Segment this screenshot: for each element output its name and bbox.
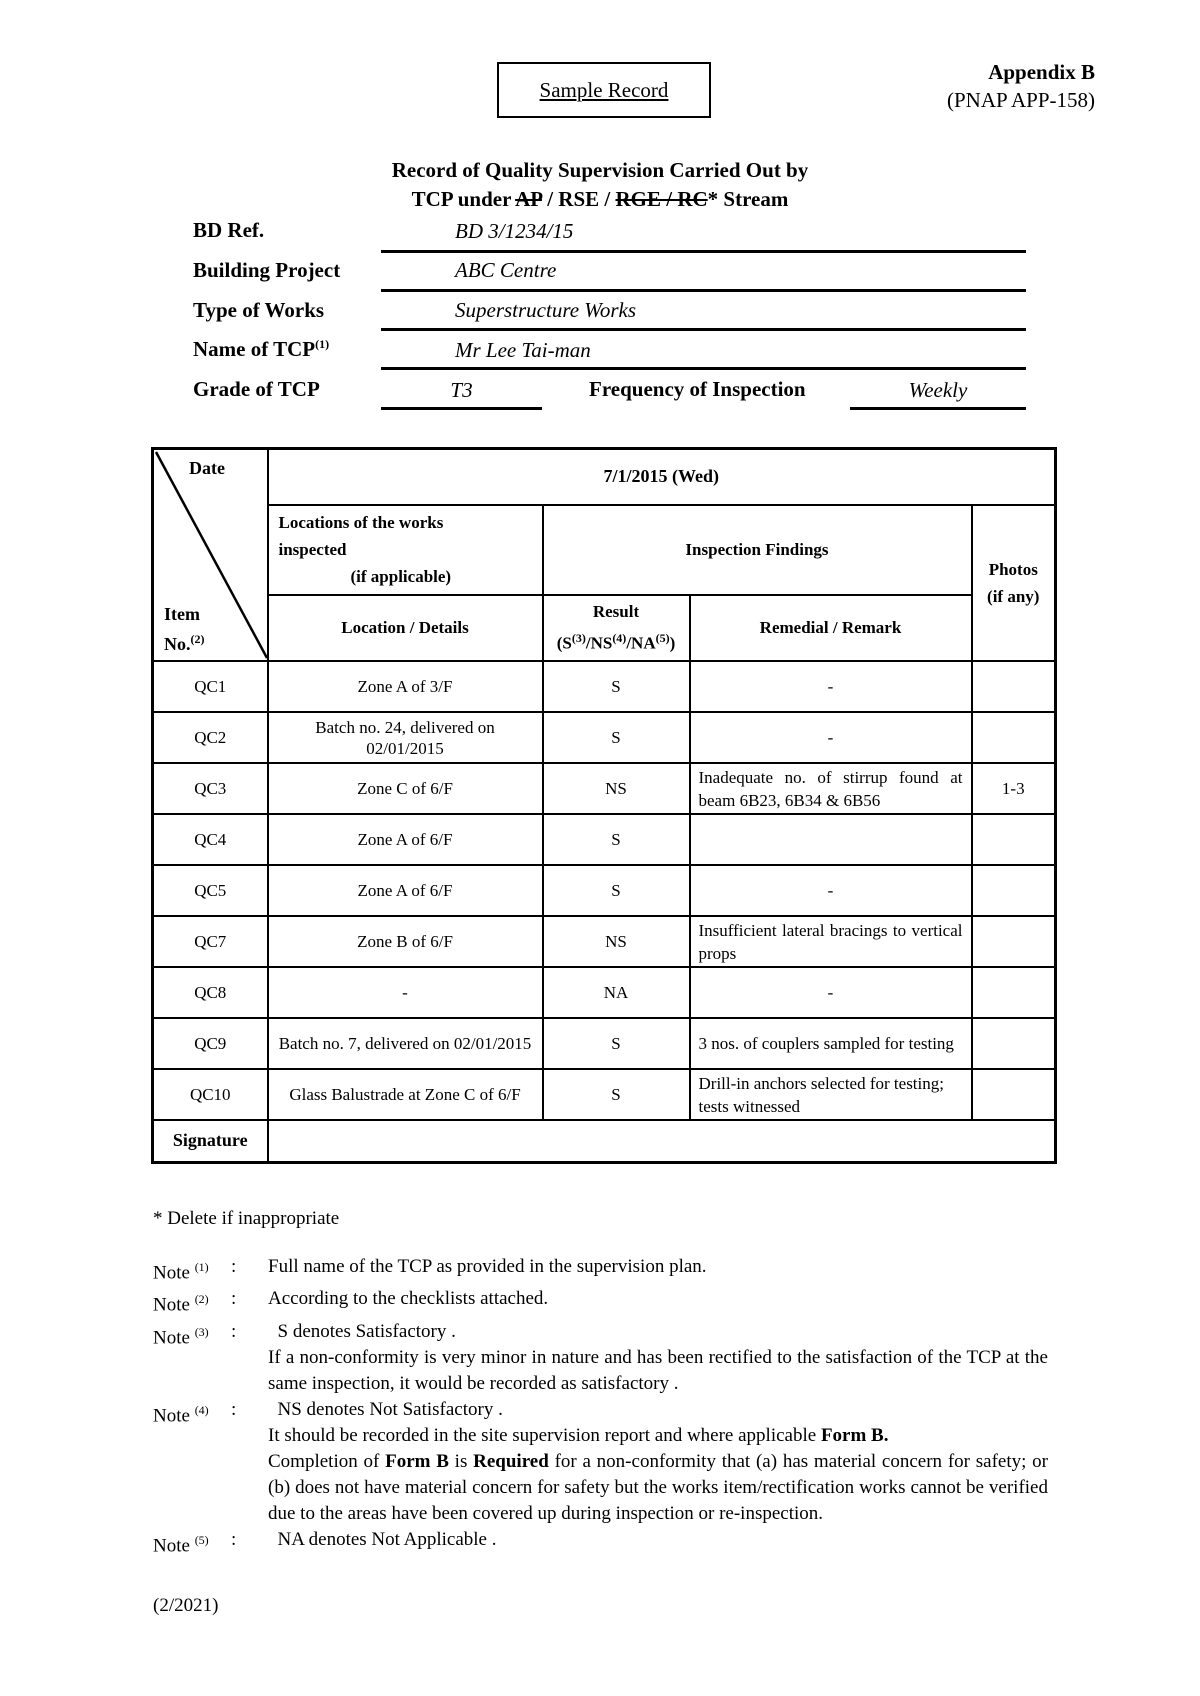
bd-ref-value: BD 3/1234/15 <box>455 219 574 243</box>
locations-header-1: Locations of the works <box>278 513 444 533</box>
note-1 <box>153 1254 1048 1286</box>
result-cell: S <box>543 865 690 916</box>
frequency-label: Frequency of Inspection <box>589 377 806 401</box>
note-4-sup: (4) <box>194 1402 209 1417</box>
note-4-colon: : <box>231 1398 237 1420</box>
item-cell: QC8 <box>153 967 268 1018</box>
tcp-name-underline <box>381 367 1026 370</box>
remark-cell: - <box>690 661 972 712</box>
location-cell: Batch no. 24, delivered on 02/01/2015 <box>268 712 543 763</box>
note-4-line-3 <box>268 1449 1048 1527</box>
frequency-value: Weekly <box>908 378 968 402</box>
note-4-required: Required <box>473 1450 549 1472</box>
appendix-title: Appendix B <box>988 60 1095 84</box>
result-header-title: Result <box>592 602 640 622</box>
table-row <box>153 712 1056 763</box>
note-1-text: Full name of the TCP as provided in the supervision plan. <box>268 1256 707 1277</box>
note-4 <box>153 1397 1048 1527</box>
result-cell: NS <box>543 916 690 967</box>
location-cell: Glass Balustrade at Zone C of 6/F <box>268 1069 543 1120</box>
result-cell: S <box>543 1018 690 1069</box>
note-4-form-b: Form B. <box>820 1424 889 1446</box>
result-cell: S <box>543 712 690 763</box>
photos-cell <box>972 814 1056 865</box>
title-line-1: Record of Quality Supervision Carried Out by <box>391 158 809 182</box>
note-4-form-b-2: Form B <box>385 1450 449 1472</box>
title-line-2 <box>0 185 1200 214</box>
item-cell: QC7 <box>153 916 268 967</box>
note-2-text: According to the checklists attached. <box>268 1288 549 1310</box>
note-1-word: Note <box>153 1262 190 1284</box>
result-cell: S <box>543 661 690 712</box>
item-no-label <box>164 602 205 657</box>
note-3-line-2: If a non-conformity is very minor in nature and has been rectified to the satisfaction of the TCP at the same inspection, it would be recorded as satisfactory . <box>268 1346 1048 1394</box>
tcp-name-label-text: Name of TCP <box>193 337 316 361</box>
tcp-name-value: Mr Lee Tai-man <box>455 338 591 362</box>
note-2-colon: : <box>231 1288 237 1310</box>
photos-header <box>972 505 1056 662</box>
photos-cell <box>972 1018 1056 1069</box>
result-cell: S <box>543 814 690 865</box>
note-5-word: Note <box>153 1534 190 1556</box>
note-4-line-3c: is <box>448 1450 474 1472</box>
appendix-ref: (PNAP APP-158) <box>946 88 1095 112</box>
result-code-ns: /NS <box>585 633 613 653</box>
location-cell: Zone A of 6/F <box>268 814 543 865</box>
type-of-works-underline <box>381 328 1026 331</box>
location-cell: - <box>268 967 543 1018</box>
remark-cell: - <box>690 865 972 916</box>
item-cell: QC2 <box>153 712 268 763</box>
note-3-text <box>268 1319 1048 1397</box>
photos-header-1: Photos <box>988 559 1038 579</box>
note-2-sup: (2) <box>194 1292 209 1307</box>
note-5 <box>153 1527 1048 1559</box>
result-code-na: /NA <box>626 633 656 653</box>
remark-cell: Insufficient lateral bracings to vertical props <box>690 916 972 967</box>
item-cell: QC5 <box>153 865 268 916</box>
location-cell: Zone A of 6/F <box>268 865 543 916</box>
note-1-colon: : <box>231 1256 237 1277</box>
table-row <box>153 763 1056 814</box>
note-4-text <box>268 1397 1048 1527</box>
sample-record-label <box>497 62 711 118</box>
frequency-underline <box>850 407 1026 410</box>
remark-cell: Inadequate no. of stirrup found at beam 6B23, 6B34 & 6B56 <box>690 763 972 814</box>
photos-cell <box>972 865 1056 916</box>
note-3 <box>153 1319 1048 1397</box>
table-row <box>153 814 1056 865</box>
remedial-remark-header: Remedial / Remark <box>690 595 972 661</box>
result-codes <box>552 625 681 657</box>
note-4-line-2 <box>268 1423 1048 1449</box>
title-prefix: TCP under <box>411 187 516 211</box>
signature-field[interactable] <box>268 1120 1056 1162</box>
note-4-word: Note <box>153 1404 190 1426</box>
location-cell: Zone C of 6/F <box>268 763 543 814</box>
note-1-sup: (1) <box>194 1260 209 1274</box>
type-of-works-label: Type of Works <box>193 298 325 322</box>
photos-cell <box>972 967 1056 1018</box>
title-struck-ap: AP <box>515 187 542 211</box>
remark-cell: Drill-in anchors selected for testing; tests witnessed <box>690 1069 972 1120</box>
note-2 <box>153 1286 1048 1318</box>
item-cell: QC4 <box>153 814 268 865</box>
note-5-sup: (5) <box>194 1532 209 1547</box>
remark-cell <box>690 814 972 865</box>
inspection-date-cell: 7/1/2015 (Wed) <box>268 449 1056 505</box>
building-project-value: ABC Centre <box>455 258 557 282</box>
remark-cell: 3 nos. of couplers sampled for testing <box>690 1018 972 1069</box>
result-cell: NS <box>543 763 690 814</box>
location-cell: Zone A of 3/F <box>268 661 543 712</box>
date-label: Date <box>189 458 225 478</box>
table-row <box>153 865 1056 916</box>
document-title <box>0 156 1200 214</box>
tcp-name-sup: (1) <box>315 337 330 351</box>
location-cell: Batch no. 7, delivered on 02/01/2015 <box>268 1018 543 1069</box>
delete-note: * Delete if inappropriate <box>153 1208 340 1229</box>
remark-cell: - <box>690 712 972 763</box>
inspection-findings-header: Inspection Findings <box>543 505 972 596</box>
version-footer: (2/2021) <box>153 1595 219 1616</box>
table-row <box>153 916 1056 967</box>
table-row <box>153 661 1056 712</box>
photos-header-2: (if any) <box>987 586 1040 606</box>
locations-header-2: inspected <box>278 540 347 560</box>
photos-cell <box>972 661 1056 712</box>
date-item-corner-cell <box>153 449 268 662</box>
table-row <box>153 1018 1056 1069</box>
item-label-line2: No. <box>164 634 191 654</box>
locations-header <box>268 505 543 596</box>
grade-value: T3 <box>450 378 473 402</box>
notes-section <box>153 1206 1048 1559</box>
photos-cell: 1-3 <box>972 763 1056 814</box>
type-of-works-value: Superstructure Works <box>455 298 637 322</box>
bd-ref-label: BD Ref. <box>193 218 265 242</box>
grade-label: Grade of TCP <box>193 377 320 401</box>
title-struck-rge: RGE / RC <box>615 187 708 211</box>
bd-ref-underline <box>381 250 1026 253</box>
result-header <box>543 595 690 661</box>
item-label-line1: Item <box>164 604 200 624</box>
result-sup-4: (4) <box>612 631 627 646</box>
title-suffix: * Stream <box>707 187 789 211</box>
note-4-line-2a: It should be recorded in the site supervision report and where applicable <box>268 1424 821 1446</box>
title-mid: / RSE / <box>541 187 616 211</box>
result-code-end: ) <box>669 633 676 653</box>
result-cell: NA <box>543 967 690 1018</box>
tcp-name-label <box>193 337 329 362</box>
note-3-line-1: S denotes Satisfactory . <box>268 1320 456 1342</box>
table-row <box>153 1069 1056 1120</box>
note-3-sup: (3) <box>194 1324 209 1339</box>
remark-cell: - <box>690 967 972 1018</box>
location-cell: Zone B of 6/F <box>268 916 543 967</box>
result-sup-3: (3) <box>571 631 586 646</box>
result-code-s: (S <box>556 633 572 653</box>
signature-label: Signature <box>153 1120 268 1162</box>
item-cell: QC3 <box>153 763 268 814</box>
item-cell: QC1 <box>153 661 268 712</box>
result-cell: S <box>543 1069 690 1120</box>
result-sup-5: (5) <box>655 631 670 646</box>
note-5-colon: : <box>231 1528 237 1550</box>
note-5-text: NA denotes Not Applicable . <box>268 1528 497 1550</box>
supervision-table <box>151 447 1057 1164</box>
note-3-word: Note <box>153 1326 190 1348</box>
table-row <box>153 967 1056 1018</box>
sample-record-text: Sample Record <box>539 77 669 102</box>
locations-header-3: (if applicable) <box>350 567 452 587</box>
note-2-word: Note <box>153 1294 190 1316</box>
photos-cell <box>972 1069 1056 1120</box>
photos-cell <box>972 916 1056 967</box>
item-sup: (2) <box>190 632 205 646</box>
building-project-label: Building Project <box>193 258 341 282</box>
building-project-underline <box>381 289 1026 292</box>
note-4-line-1: NS denotes Not Satisfactory . <box>268 1398 503 1420</box>
note-4-line-3e: for a non-conformity that (a) has material concern for safety; or (b) does not have material concern for safety but the works item/rectification works cannot be verified due to the areas have been covered up during inspection or re-inspection. <box>268 1450 1048 1524</box>
note-4-line-3a: Completion of <box>268 1450 386 1472</box>
location-details-header: Location / Details <box>268 595 543 661</box>
photos-cell <box>972 712 1056 763</box>
appendix-heading <box>947 58 1095 114</box>
item-cell: QC9 <box>153 1018 268 1069</box>
grade-underline <box>381 407 542 410</box>
item-cell: QC10 <box>153 1069 268 1120</box>
note-3-colon: : <box>231 1320 237 1342</box>
